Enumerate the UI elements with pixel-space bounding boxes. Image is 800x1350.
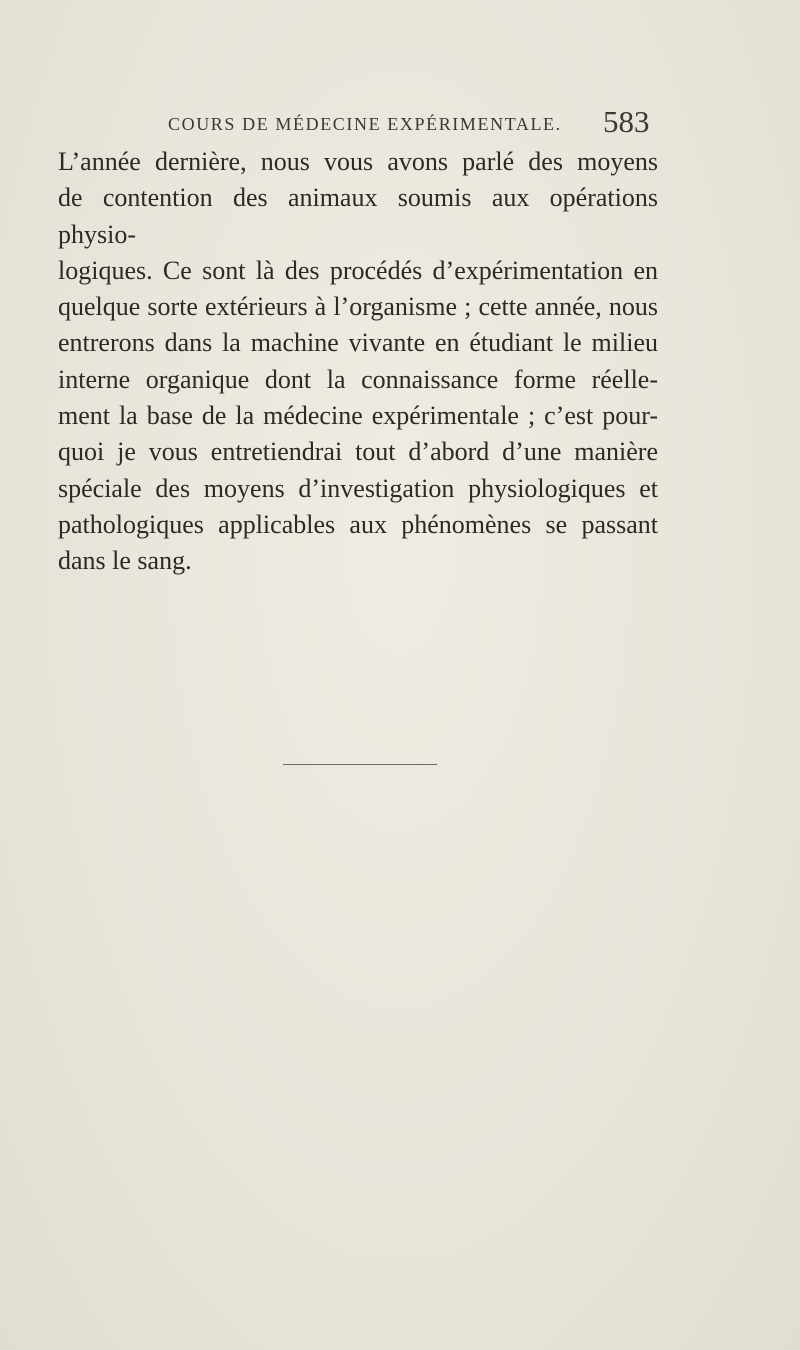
text-line: entrerons dans la machine vivante en étudiant le milieu: [58, 328, 658, 358]
running-title: COURS DE MÉDECINE EXPÉRIMENTALE.: [168, 114, 562, 134]
text-line: logiques. Ce sont là des procédés d’expérimentation en: [58, 255, 658, 285]
text-line: dans le sang.: [58, 546, 192, 576]
text-line: L’année dernière, nous vous avons parlé des moyens: [58, 147, 658, 176]
text-line: ment la base de la médecine expérimentale ; c’est pour-: [58, 401, 658, 431]
text-line: spéciale des moyens d’investigation physiologiques et: [58, 473, 658, 503]
running-head: [0, 104, 800, 142]
text-line: quelque sorte extérieurs à l’organisme ; cette année, nous: [58, 292, 658, 322]
text-line: interne organique dont la connaissance forme réelle-: [58, 364, 658, 394]
text-line: pathologiques applicables aux phénomènes se passant: [58, 509, 658, 539]
text-line: de contention des animaux soumis aux opérations physio-: [58, 183, 658, 249]
section-rule: [283, 764, 437, 765]
body-paragraph: [58, 144, 658, 580]
page-number: 583: [603, 104, 650, 139]
text-line: quoi je vous entretiendrai tout d’abord d’une manière: [58, 437, 658, 467]
